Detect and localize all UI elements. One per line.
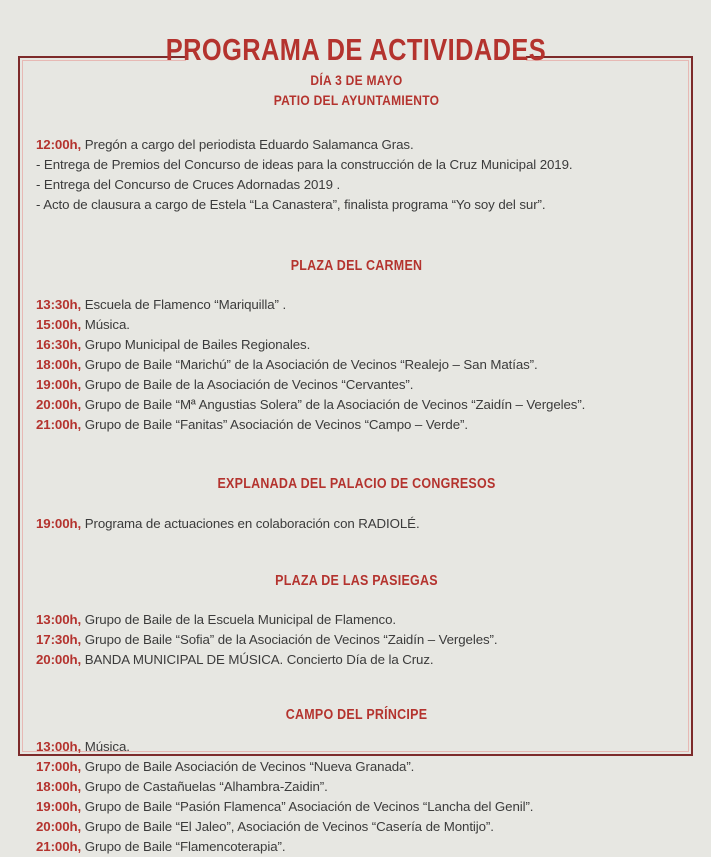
section-heading-campo-del-principe: CAMPO DEL PRÍNCIPE [285,707,428,724]
list-item [36,777,677,797]
list-item [36,630,677,650]
section-heading-explanada-del-palacio-de-congresos: EXPLANADA DEL PALACIO DE CONGRESOS [217,476,496,493]
list-item [36,737,677,757]
entry-list-campo-del-principe [36,737,677,857]
date-line: DÍA 3 DE MAYO [310,72,403,88]
entry-time: 17:30h, [36,632,82,648]
list-item [36,355,677,375]
entry-time: 13:00h, [36,612,82,628]
list-item [36,610,677,630]
section-heading-plaza-de-las-pasiegas: PLAZA DE LAS PASIEGAS [275,572,438,589]
list-item [36,375,677,395]
entry-time: 13:00h, [36,738,82,754]
entry-text: Grupo de Baile “El Jaleo”, Asociación de Vecinos “Casería de Montijo”. [84,818,494,834]
entry-text: Grupo Municipal de Bailes Regionales. [84,337,311,353]
entry-text: Pregón a cargo del periodista Eduardo Salamanca Gras. [84,136,414,152]
entry-text: - Acto de clausura a cargo de Estela “La Canastera”, finalista programa “Yo soy del sur”. [36,196,546,212]
list-item [36,797,677,817]
list-item [36,155,677,175]
entry-text: Grupo de Baile Asociación de Vecinos “Nueva Granada”. [84,758,415,774]
entry-text: Grupo de Baile “Flamencoterapia”. [84,838,286,854]
entry-text: Programa de actuaciones en colaboración con RADIOLÉ. [84,515,420,531]
entry-text: Grupo de Baile de la Asociación de Vecinos “Cervantes”. [84,377,414,393]
entry-text: - Entrega del Concurso de Cruces Adornadas 2019 . [36,176,341,192]
entry-list-plaza-del-carmen [36,295,677,435]
entry-text: Música. [84,738,130,754]
entry-text: Grupo de Baile “Pasión Flamenca” Asociación de Vecinos “Lancha del Genil”. [84,798,534,814]
entry-text: Grupo de Baile “Fanitas” Asociación de Vecinos “Campo – Verde”. [84,417,468,433]
list-item [36,415,677,435]
entry-text: BANDA MUNICIPAL DE MÚSICA. Concierto Día de la Cruz. [84,652,434,668]
entry-text: Grupo de Baile “Marichú” de la Asociación de Vecinos “Realejo – San Matías”. [84,357,538,373]
entry-time: 17:00h, [36,758,82,774]
page-title-text: PROGRAMA DE ACTIVIDADES [165,32,546,67]
section-heading-patio-del-ayuntamiento: PATIO DEL AYUNTAMIENTO [273,92,440,109]
entry-time: 19:00h, [36,515,82,531]
list-item [36,295,677,315]
entry-text: Escuela de Flamenco “Mariquilla” . [84,297,287,313]
entry-text: Grupo de Baile de la Escuela Municipal de Flamenco. [84,612,396,628]
entry-time: 19:00h, [36,377,82,393]
list-item [36,195,677,215]
entry-list-plaza-de-las-pasiegas [36,610,677,670]
entry-text: - Entrega de Premios del Concurso de ideas para la construcción de la Cruz Municipal 2019. [36,156,573,172]
entry-text: Música. [84,317,130,333]
list-item [36,175,677,195]
list-item [36,650,677,670]
entry-time: 20:00h, [36,818,82,834]
list-item [36,837,677,857]
entry-time: 21:00h, [36,417,82,433]
entry-time: 16:30h, [36,337,82,353]
entry-list-patio-del-ayuntamiento [36,135,677,215]
list-item [36,135,677,155]
entry-time: 20:00h, [36,652,82,668]
list-item [36,335,677,355]
list-item [36,315,677,335]
entry-text: Grupo de Castañuelas “Alhambra-Zaidin”. [84,778,328,794]
list-item [36,817,677,837]
entry-time: 18:00h, [36,357,82,373]
entry-time: 18:00h, [36,778,82,794]
entry-time: 15:00h, [36,317,82,333]
list-item [36,395,677,415]
entry-text: Grupo de Baile “Sofia” de la Asociación de Vecinos “Zaidín – Vergeles”. [84,632,498,648]
program-content [18,56,693,854]
entry-list-explanada-del-palacio-de-congresos [36,514,677,534]
entry-time: 13:30h, [36,297,82,313]
list-item [36,514,677,534]
entry-time: 20:00h, [36,397,82,413]
entry-time: 12:00h, [36,136,82,152]
section-heading-plaza-del-carmen: PLAZA DEL CARMEN [290,257,423,274]
entry-time: 19:00h, [36,798,82,814]
entry-text: Grupo de Baile “Mª Angustias Solera” de la Asociación de Vecinos “Zaidín – Vergeles”. [84,397,586,413]
list-item [36,757,677,777]
entry-time: 21:00h, [36,838,82,854]
